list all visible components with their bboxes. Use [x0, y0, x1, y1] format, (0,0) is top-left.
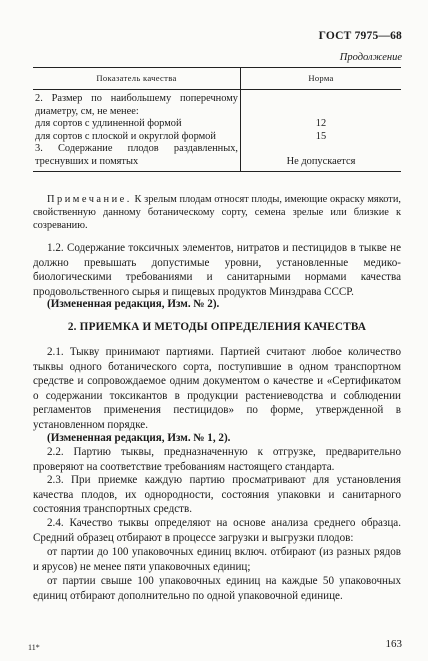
- sampling-rule-large-lot: от партии свыше 100 упаковочных единиц на каждые 50 упаковочных единиц отбирают дополнительно по одной упаковочной единице.: [33, 575, 401, 602]
- table-row: [33, 118, 401, 131]
- quality-norms-table: [33, 67, 401, 172]
- table-cell-norm: [241, 90, 402, 119]
- table-cell-indicator: для сортов с плоской и округлой формой: [33, 131, 241, 144]
- note-label: Примечание.: [47, 194, 132, 205]
- table-note: [33, 193, 401, 232]
- paragraph-2-3: 2.3. При приемке каждую партию просматривают для установления качества плодов, их однородности, состояния упаковки и санитарного состояния транспортных средств.: [33, 474, 401, 515]
- standard-number: ГОСТ 7975—68: [318, 30, 402, 42]
- continuation-label: Продолжение: [339, 52, 402, 63]
- amendment-note: (Измененная редакция, Изм. № 1, 2).: [47, 432, 231, 444]
- paragraph-2-2: 2.2. Партию тыквы, предназначенную к отгрузке, предварительно проверяют на соответствие требованиям настоящего стандарта.: [33, 446, 401, 473]
- table-row: [33, 143, 401, 172]
- table-row: [33, 90, 401, 119]
- column-header-norm: Норма: [241, 68, 402, 90]
- table-cell-norm: 12: [315, 118, 327, 129]
- table-cell-indicator: 3. Содержание плодов раздавленных, треснувших и помятых: [33, 143, 241, 172]
- section-heading: 2. ПРИЕМКА И МЕТОДЫ ОПРЕДЕЛЕНИЯ КАЧЕСТВА: [67, 321, 367, 333]
- table-row: [33, 131, 401, 144]
- table-cell-indicator: 2. Размер по наибольшему поперечному диаметру, см, не менее:: [33, 90, 241, 119]
- table-cell-norm: 15: [315, 130, 327, 142]
- sheet-signature: 11*: [28, 643, 40, 652]
- note-text: К зрелым плодам относят плоды, имеющие окраску мякоти, свойственную данному ботаническому сорту, семена зрелые или близкие к созреванию.: [33, 194, 401, 231]
- table-cell-norm: Не допускается: [241, 143, 402, 172]
- paragraph-1-2: 1.2. Содержание токсичных элементов, нитратов и пестицидов в тыкве не должно превышать допустимые уровни, установленные медико-биологическими требованиями и санитарными нормами качества продовольственного сырья и пищевых продуктов Минздрава СССР.: [33, 242, 401, 298]
- table-header-row: [33, 68, 401, 90]
- amendment-note: (Измененная редакция, Изм. № 2).: [47, 298, 220, 310]
- paragraph-2-1: 2.1. Тыкву принимают партиями. Партией считают любое количество тыквы одного ботанического сорта, поступившие в одном транспортном средстве и сопровождаемое одним документом о качестве и «Сертификатом о содержании токсикантов в продукции растениеводства и соблюдении регламентов применения пестицидов» по форме, утвержденной в установленном порядке.: [33, 346, 401, 431]
- table-cell-indicator: для сортов с удлиненной формой: [33, 118, 241, 131]
- sampling-rule-small-lot: от партии до 100 упаковочных единиц включ. отбирают (из разных рядов и ярусов) не менее пяти упаковочных единиц;: [33, 546, 401, 573]
- paragraph-2-4: 2.4. Качество тыквы определяют на основе анализа среднего образца. Средний образец отбирают в процессе загрузки и выгрузки плодов:: [33, 517, 401, 544]
- page-number: 163: [385, 638, 402, 650]
- column-header-indicator: Показатель качества: [33, 68, 241, 90]
